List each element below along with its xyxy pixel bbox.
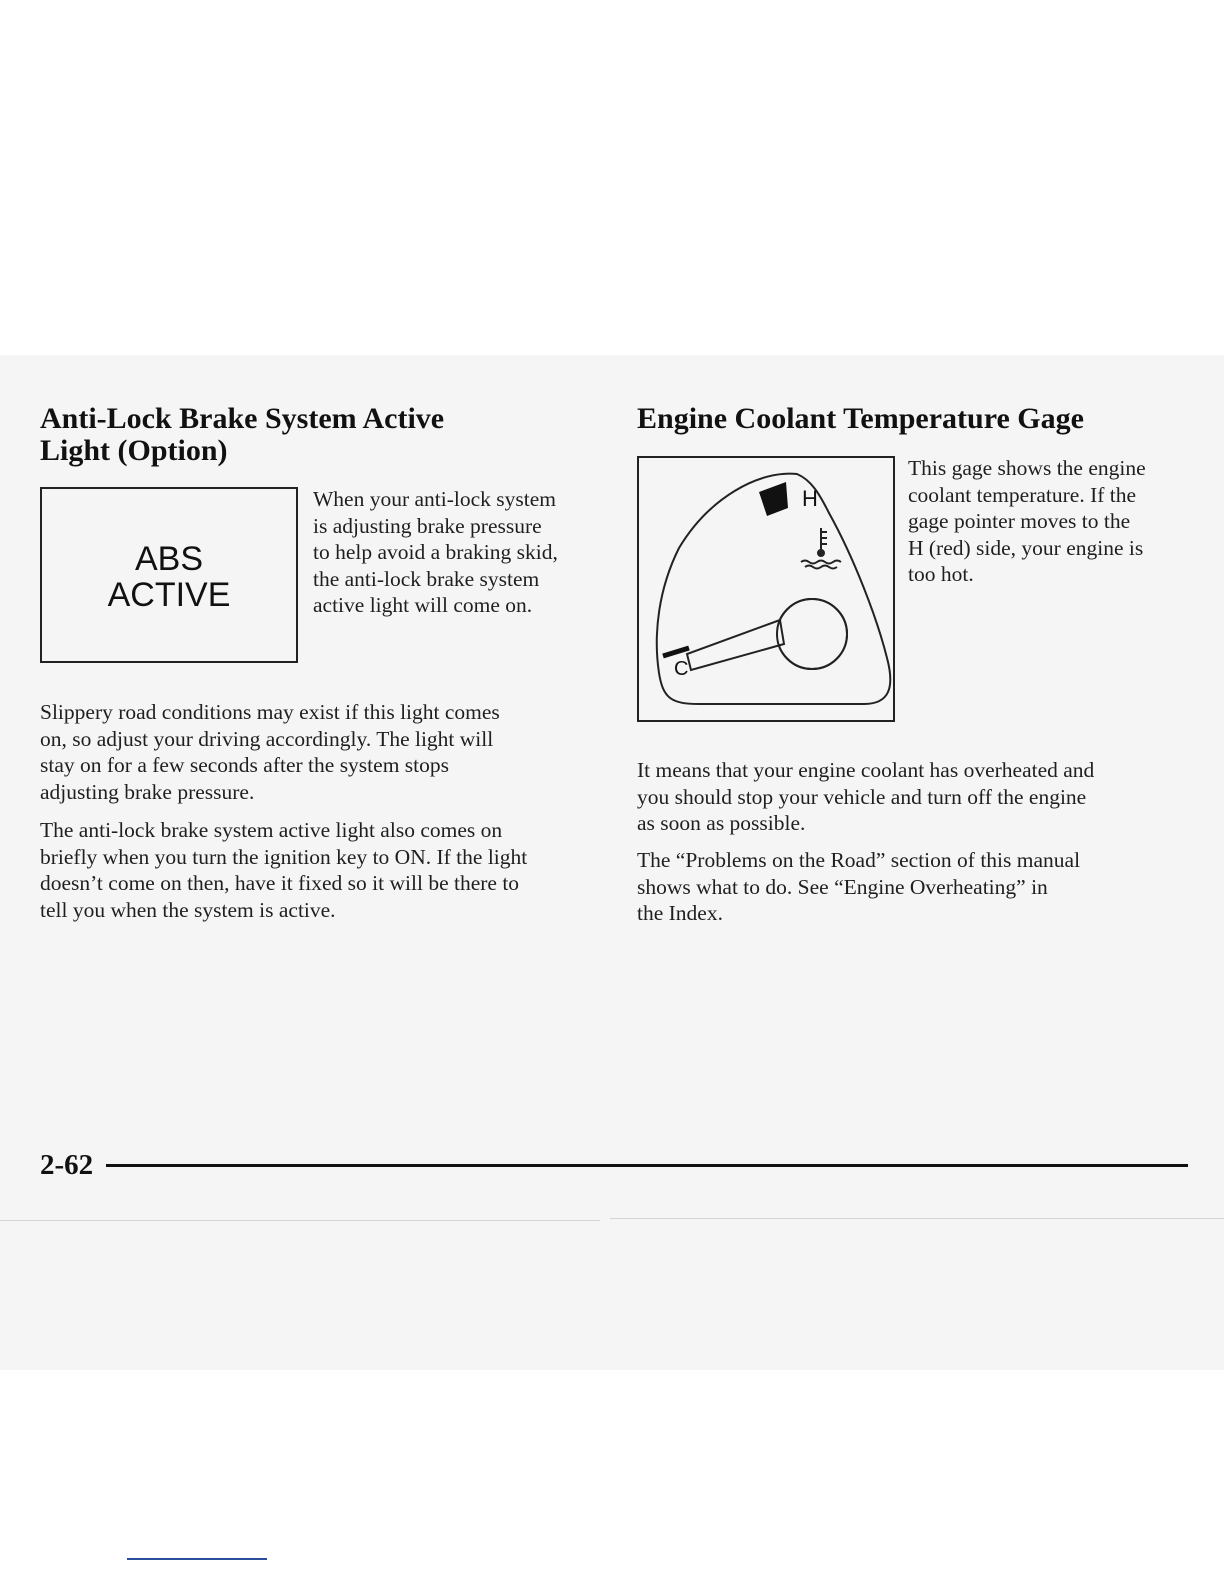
- footer-rule: [106, 1164, 1188, 1167]
- coolant-paragraph-2-line: The “Problems on the Road” section of this manual: [637, 848, 1081, 872]
- coolant-paragraph-1-line: you should stop your vehicle and turn off the engine: [637, 784, 1087, 809]
- abs-label-line-1: ABS: [134, 540, 204, 578]
- abs-paragraph-2-line: The anti-lock brake system active light also comes on: [40, 818, 503, 842]
- coolant-section-heading: [637, 403, 1084, 435]
- coolant-paragraph-1-line: as soon as possible.: [637, 811, 806, 836]
- scan-artifact-line: [610, 1218, 1224, 1219]
- coolant-intro-text: [908, 455, 1146, 588]
- abs-active-light-icon: [40, 487, 298, 663]
- abs-heading-line-2: Light (Option): [40, 434, 228, 467]
- coolant-paragraph-2: [637, 847, 1080, 927]
- abs-paragraph-2-line: tell you when the system is active.: [40, 897, 336, 922]
- abs-heading-line-1: Anti-Lock Brake System Active: [40, 402, 445, 435]
- gage-drawing: [639, 458, 893, 720]
- abs-paragraph-2-line: briefly when you turn the ignition key to ON. If the light: [40, 844, 528, 869]
- gage-hot-label: H: [802, 486, 818, 511]
- abs-intro-line: active light will come on.: [313, 593, 533, 618]
- coolant-intro-line: H (red) side, your engine is: [908, 535, 1144, 560]
- abs-label-line-2: ACTIVE: [107, 576, 231, 614]
- link-underline: [127, 1558, 267, 1560]
- page-number: 2-62: [40, 1149, 94, 1181]
- abs-paragraph-1-line: on, so adjust your driving accordingly. The light will: [40, 726, 494, 751]
- abs-intro-line: the anti-lock brake system: [313, 566, 540, 591]
- coolant-paragraph-2-line: shows what to do. See “Engine Overheating” in: [637, 874, 1048, 899]
- abs-intro-line: to help avoid a braking skid,: [313, 540, 558, 565]
- abs-intro-text: [313, 486, 558, 619]
- abs-paragraph-1-line: stay on for a few seconds after the system stops: [40, 753, 449, 778]
- abs-paragraph-1-line: adjusting brake pressure.: [40, 779, 255, 804]
- abs-paragraph-2: [40, 817, 527, 923]
- coolant-paragraph-1-line: It means that your engine coolant has overheated and: [637, 758, 1095, 782]
- abs-paragraph-1-line: Slippery road conditions may exist if this light comes: [40, 700, 500, 724]
- coolant-paragraph-1: [637, 757, 1094, 837]
- abs-section-heading: [40, 403, 444, 467]
- scan-artifact-line: [0, 1220, 600, 1221]
- gage-cold-label: C: [674, 658, 689, 680]
- coolant-heading-line: Engine Coolant Temperature Gage: [637, 402, 1084, 435]
- coolant-intro-line: too hot.: [908, 562, 974, 587]
- cold-tick-mark: [663, 648, 689, 656]
- coolant-paragraph-2-line: the Index.: [637, 901, 723, 926]
- coolant-temperature-gage-icon: [637, 456, 895, 722]
- coolant-intro-line: coolant temperature. If the: [908, 482, 1137, 507]
- gage-pointer-needle: [687, 620, 784, 670]
- abs-intro-line: When your anti-lock system: [313, 487, 557, 511]
- hot-zone-marker: [759, 482, 788, 516]
- abs-paragraph-1: [40, 699, 500, 805]
- coolant-intro-line: This gage shows the engine: [908, 456, 1146, 480]
- abs-paragraph-2-line: doesn’t come on then, have it fixed so it will be there to: [40, 871, 520, 896]
- coolant-intro-line: gage pointer moves to the: [908, 509, 1131, 534]
- abs-intro-line: is adjusting brake pressure: [313, 513, 542, 538]
- coolant-thermometer-icon: [801, 528, 841, 569]
